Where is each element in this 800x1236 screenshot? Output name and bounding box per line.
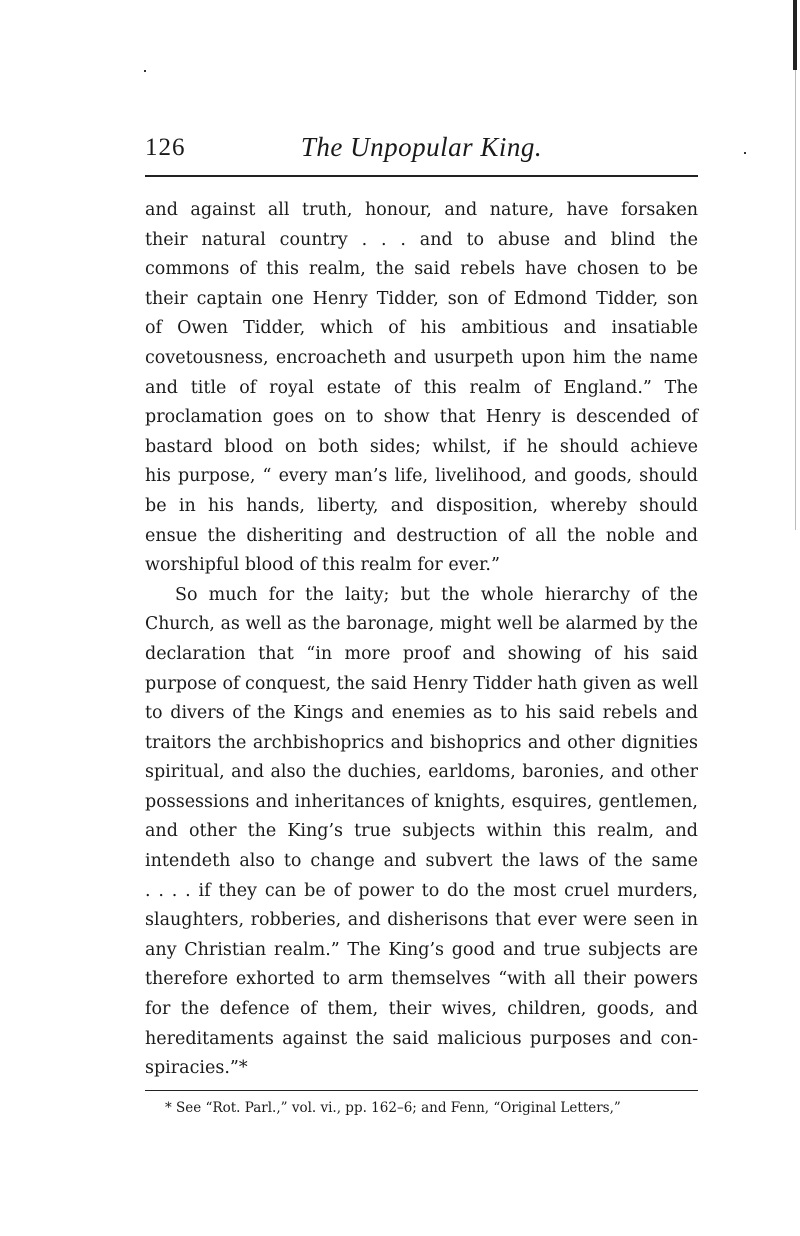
text-line: and title of royal estate of this realm of England.” The <box>145 377 698 398</box>
page-edge-line <box>793 0 797 70</box>
text-line: purpose of conquest, the said Henry Tidder hath given as well <box>145 673 699 694</box>
text-line: for the defence of them, their wives, children, goods, and <box>145 999 698 1020</box>
body-text <box>145 196 698 1084</box>
text-line: So much for the laity; but the whole hierarchy of the <box>175 584 698 605</box>
text-line: covetousness, encroacheth and usurpeth upon him the name <box>145 347 698 368</box>
text-line: and other the King’s true subjects within this realm, and <box>145 821 698 842</box>
text-line: therefore exhorted to arm themselves “with all their powers <box>145 969 698 990</box>
text-line: of Owen Tidder, which of his ambitious and insatiable <box>145 318 698 339</box>
text-line: be in his hands, liberty, and disposition, whereby should <box>145 495 698 516</box>
speck-mark <box>144 70 146 72</box>
text-line: declaration that “in more proof and showing of his said <box>145 643 698 664</box>
text-line: . . . . if they can be of power to do the most cruel murders, <box>145 880 698 901</box>
text-line: slaughters, robberies, and disherisons that ever were seen in <box>145 910 698 931</box>
text-line: Church, as well as the baronage, might well be alarmed by the <box>145 614 698 635</box>
text-line: bastard blood on both sides; whilst, if he should achieve <box>145 436 698 457</box>
text-line: worshipful blood of this realm for ever.” <box>145 555 500 576</box>
running-title: The Unpopular King. <box>300 132 543 162</box>
text-line: any Christian realm.” The King’s good and true subjects are <box>145 939 698 960</box>
page-edge-line-thin <box>795 70 796 530</box>
footnote: * See “Rot. Parl.,” vol. vi., pp. 162–6; and Fenn, “Original Letters,” <box>165 1100 621 1116</box>
footnote-rule <box>145 1090 698 1091</box>
page-header <box>145 130 698 170</box>
text-line: and against all truth, honour, and nature, have forsaken <box>145 200 698 220</box>
text-line: spiritual, and also the duchies, earldoms, baronies, and other <box>145 762 698 783</box>
text-line: possessions and inheritances of knights, esquires, gentlemen, <box>145 791 698 812</box>
text-line: commons of this realm, the said rebels have chosen to be <box>145 259 698 280</box>
text-line: their natural country . . . and to abuse and blind the <box>145 229 698 250</box>
text-line: their captain one Henry Tidder, son of Edmond Tidder, son <box>145 288 698 309</box>
text-line: proclamation goes on to show that Henry is descended of <box>145 407 698 428</box>
text-line: ensue the disheriting and destruction of all the noble and <box>145 525 698 546</box>
text-line: his purpose, “ every man’s life, livelihood, and goods, should <box>145 466 698 487</box>
header-rule <box>145 175 698 177</box>
page-number: 126 <box>145 134 186 161</box>
text-line: traitors the archbishoprics and bishoprics and other dignities <box>145 732 698 753</box>
text-line: hereditaments against the said malicious purposes and con- <box>145 1028 698 1049</box>
text-line: to divers of the Kings and enemies as to his said rebels and <box>145 703 698 724</box>
text-line: intendeth also to change and subvert the laws of the same <box>145 851 698 872</box>
text-line: spiracies.”* <box>145 1058 248 1079</box>
speck-mark <box>744 152 746 154</box>
